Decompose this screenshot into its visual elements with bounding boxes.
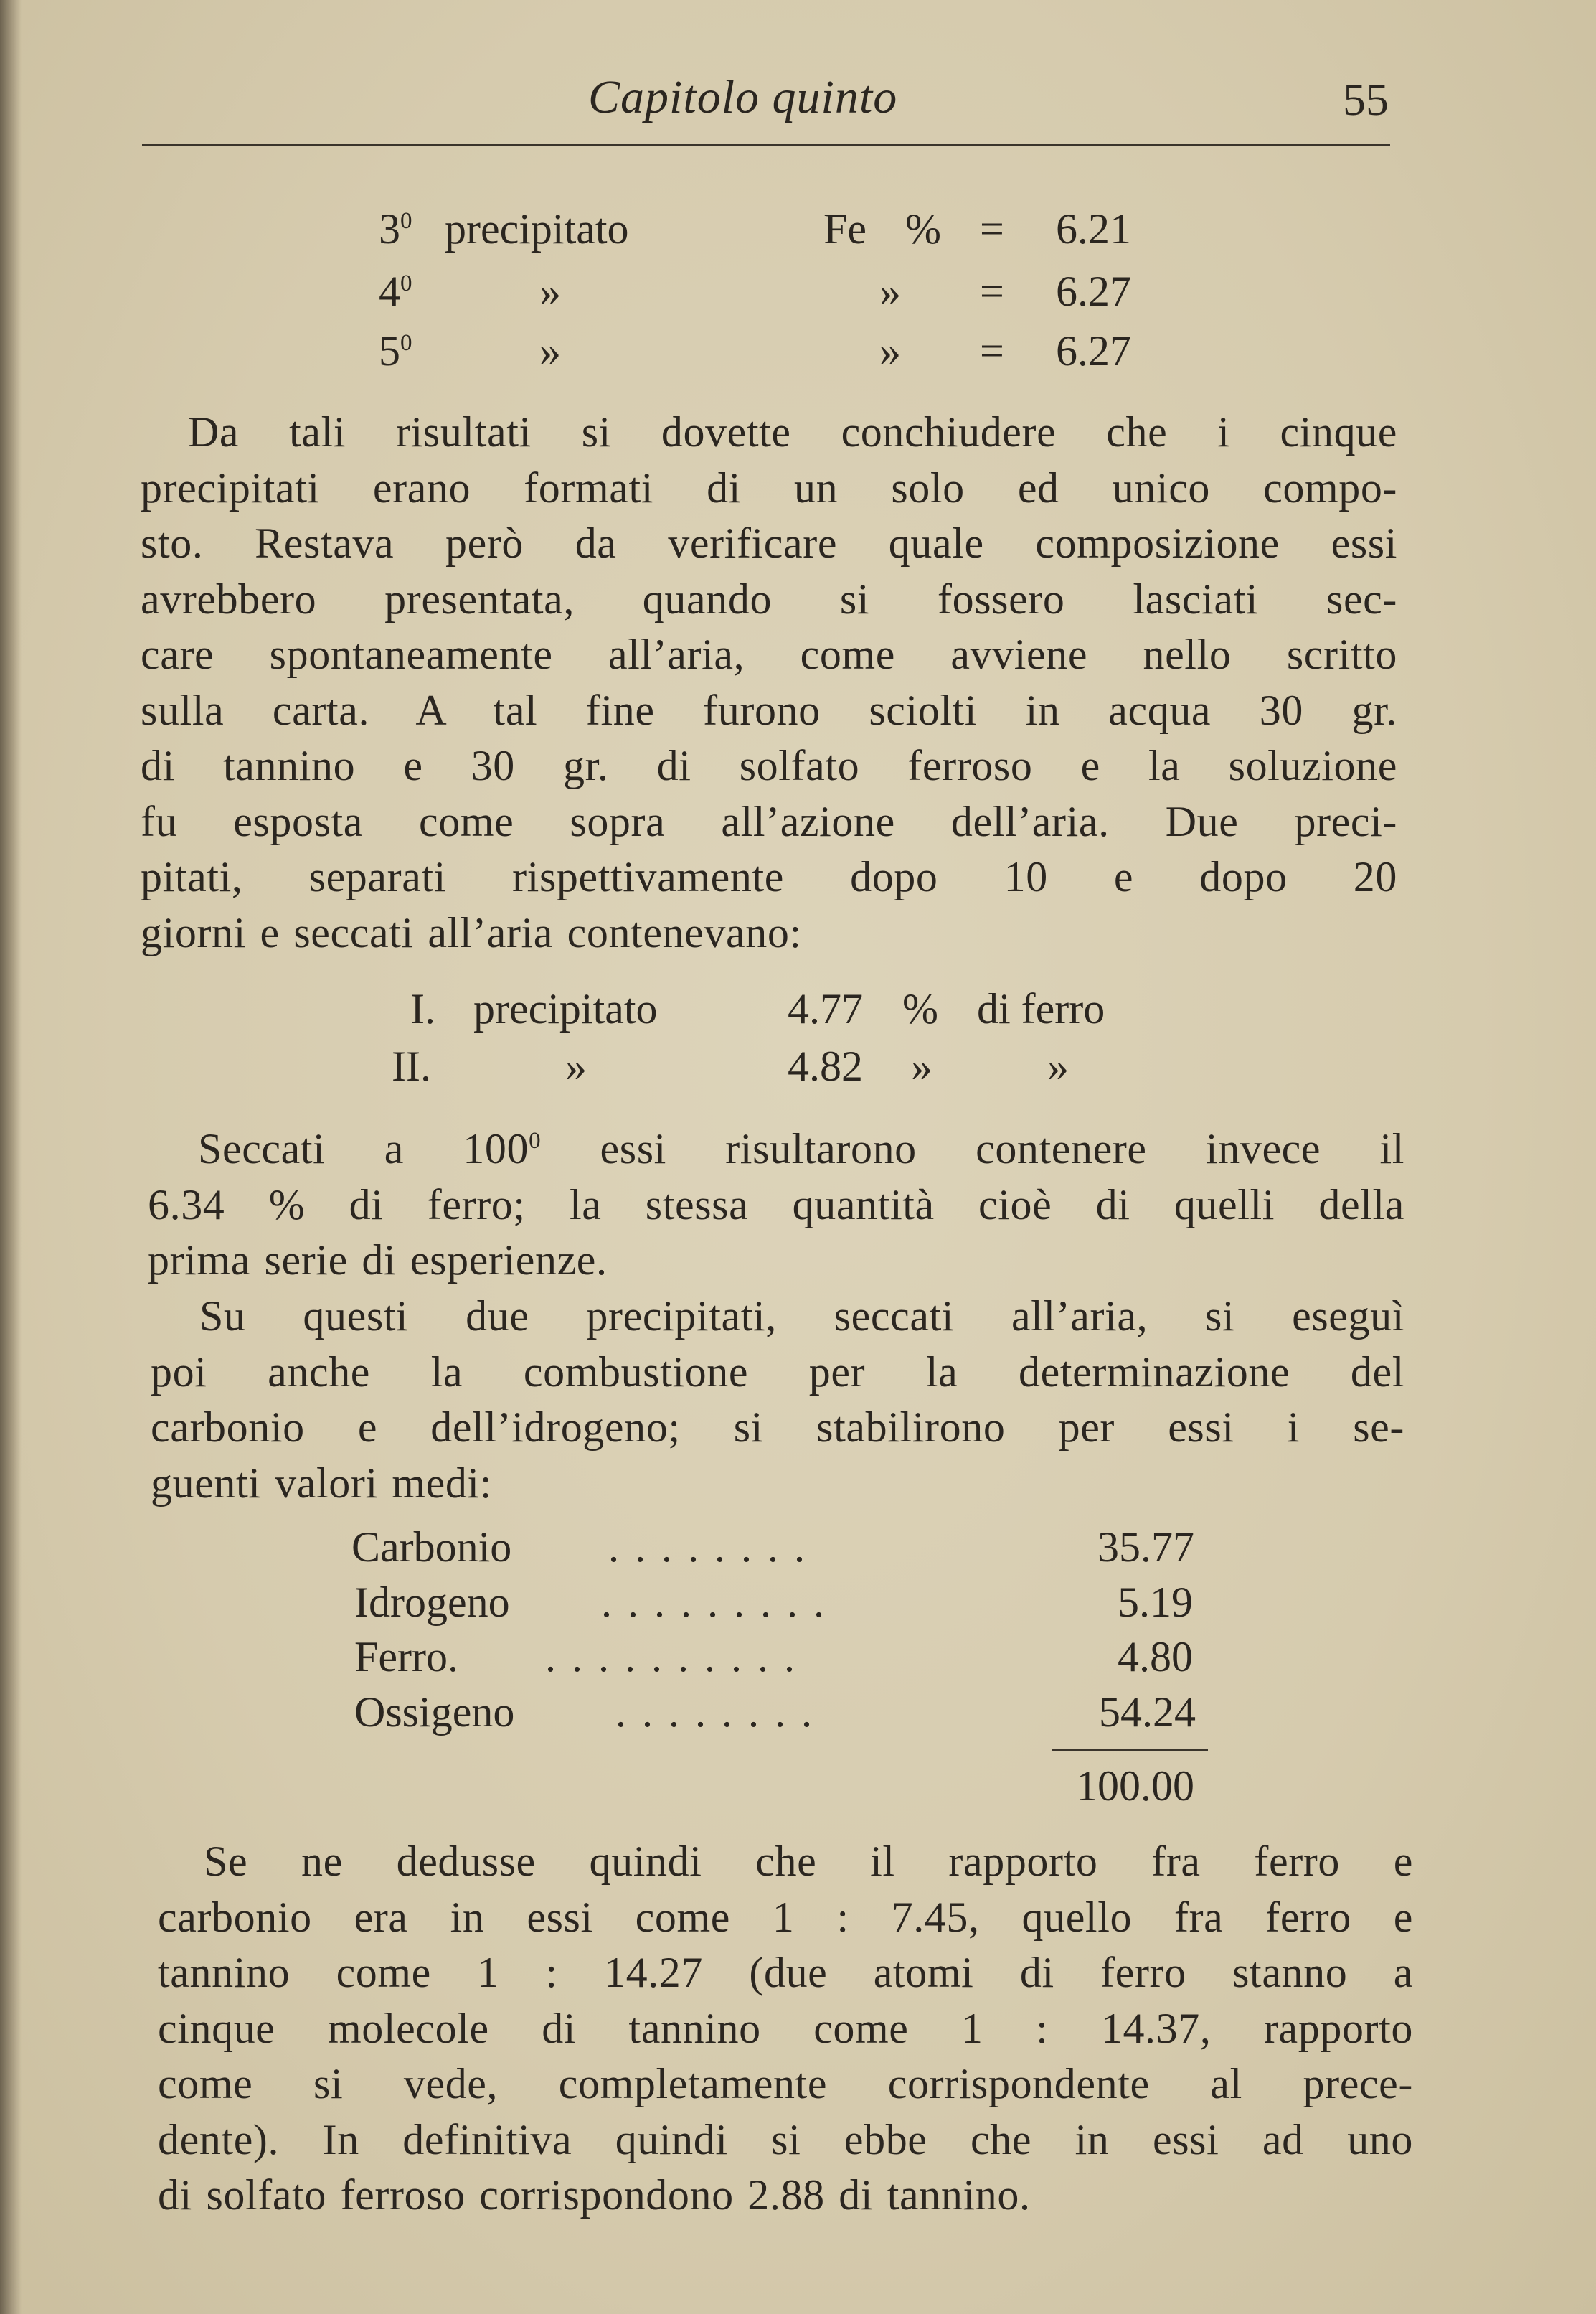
book-page: Capitolo quinto 55 $3^0$ precipitato Fe % = 6.21 $4^0$ » » = 6.27 $5^0$ » » = 6.27 Da tali risultati si dovette conchiudere che i cinque precipitati erano formati di un solo ed unico compo- sto. Restava però da verificare quale composizione essi avrebbero presentata, quando si fossero lasciati sec- care spontaneamente all’aria, come avviene nello scritto sulla carta. A tal fine furono sciolti in acqua 30 gr. di tannino e 30 gr. di solfato ferroso e la soluzione fu esposta come sopra all’azione dell’aria. Due preci- pitati, separati rispettivamente dopo 10 e dopo 20 giorni e seccati all’aria contenevano: I. precipitato 4.77 % di ferro II. » 4.82 » » Seccati a $100^0$ essi risultarono contenere invece il 6.34 % di ferro; la stessa quantità cioè di quelli della prima serie di esperienze. Su questi due precipitati, seccati all’aria, si eseguì poi anche la combustione per la determinazione del carbonio e dell’idrogeno; si stabilirono per essi i se- guenti valori medi: Carbonio ........ 35.77 Idrogeno ......... 5.19 Ferro. .......... 4.80 Ossigeno ........ 54.24 100.00 Se ne dedusse quindi che il rapporto fra ferro e carbonio era in essi come 1 : 7.45, quello fra ferro e tannino come 1 : 14.27 (due atomi di ferro stanno a cinque molecole di tannino come 1 : 14.37, rapporto come si vede, completamente corrispondente al prece- dente). In definitiva quindi si ebbe che in essi ad uno di solfato ferroso corrispondono 2.88 di tannino. <box>0 0 1596 2314</box>
sum-rule <box>1052 1749 1208 1751</box>
paragraph-4: Se ne dedusse quindi che il rapporto fra ferro e carbonio era in essi come 1 : 7.45, quello fra ferro e tannino come 1 : 14.27 (due atomi di ferro stanno a cinque molecole di tannino come 1 : 14.37, rapporto come si vede, completamente corrispondente al prece- dente). In definitiva quindi si ebbe che in essi ad uno di solfato ferroso corrispondono 2.88 di tannino. <box>158 1838 1413 2219</box>
percent-sign: % <box>902 985 938 1033</box>
paragraph-1: Da tali risultati si dovette conchiudere che i cinque precipitati erano formati di un solo ed unico compo- sto. Restava però da verificare quale composizione essi avrebbero presentata, quando si fossero lasciati sec- care spontaneamente all’aria, come avviene nello scritto sulla carta. A tal fine furono sciolti in acqua 30 gr. di tannino e 30 gr. di solfato ferroso e la soluzione fu esposta come sopra all’azione dell’aria. Due preci- pitati, separati rispettivamente dopo 10 e dopo 20 giorni e seccati all’aria contenevano: <box>141 408 1397 956</box>
dot-leader: ........ <box>608 1523 821 1571</box>
page-number: 55 <box>1343 74 1389 125</box>
dot-leader: ........ <box>615 1688 828 1736</box>
dot-leader: ......... <box>601 1579 840 1626</box>
percent-sign: % <box>268 1180 306 1228</box>
dot-leader: .......... <box>545 1633 811 1680</box>
paragraph-3: Su questi due precipitati, seccati all’aria, si eseguì poi anche la combustione per la determinazione del carbonio e dell’idrogeno; si stabilirono per essi i se- guenti valori medi: <box>151 1292 1404 1507</box>
paragraph-2: Seccati a $100^0$ essi risultarono contenere invece il 6.34 % di ferro; la stessa quantità cioè di quelli della prima serie di esperienze. <box>148 1125 1404 1284</box>
running-head <box>0 63 1596 128</box>
percent-sign: % <box>905 205 941 253</box>
header-rule <box>142 144 1390 146</box>
chapter-title: Capitolo quinto <box>588 71 898 123</box>
